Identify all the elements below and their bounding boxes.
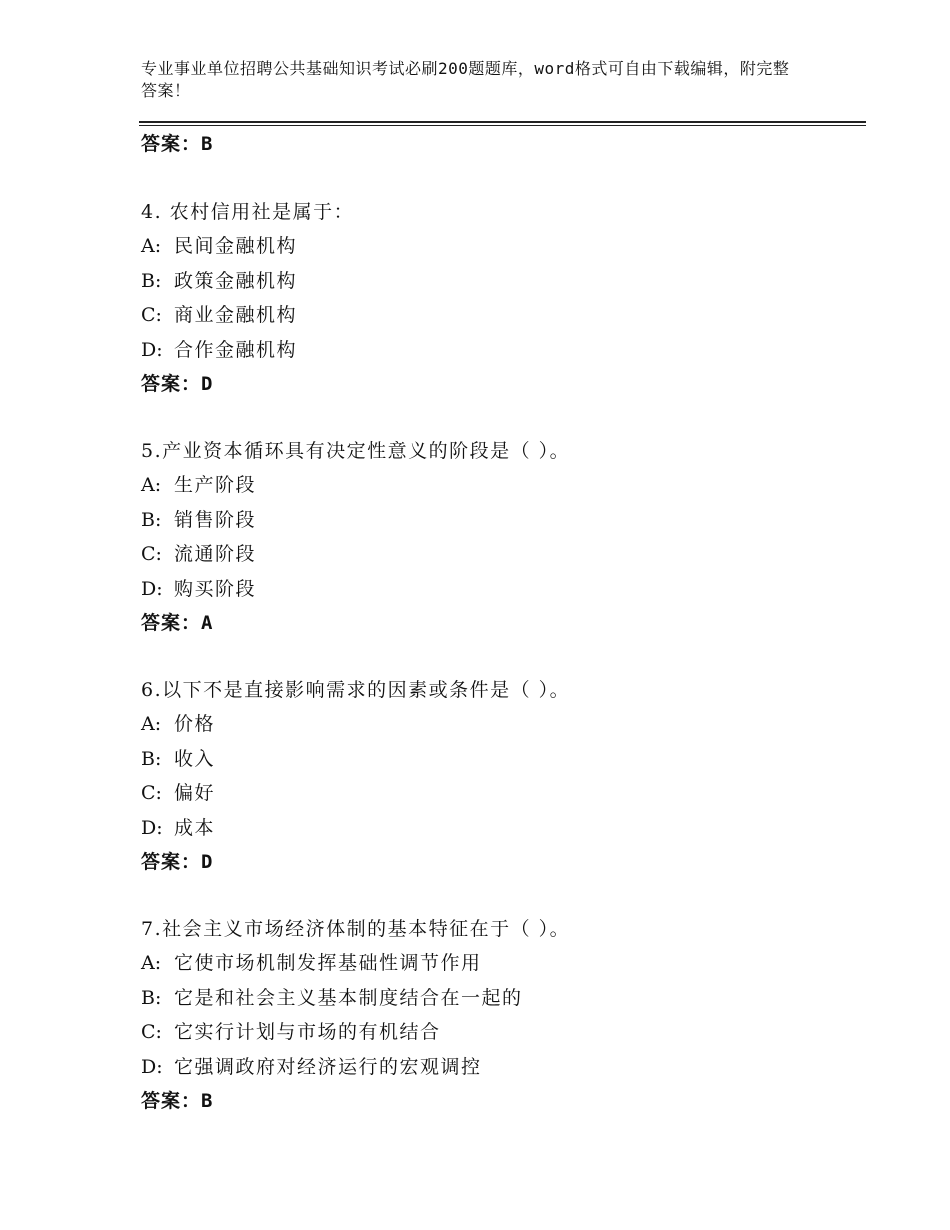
option-letter: A: — [141, 474, 162, 497]
option-b — [141, 981, 861, 1015]
option-text: 购买阶段 — [174, 577, 257, 600]
question-answer — [141, 845, 861, 879]
answer-label: 答案： — [141, 372, 202, 395]
question-7 — [141, 912, 861, 1118]
option-b — [141, 264, 861, 298]
option-text: 成本 — [174, 816, 216, 839]
option-letter: C: — [141, 1021, 162, 1044]
option-text: 收入 — [174, 747, 216, 770]
answer-label: 答案： — [141, 133, 202, 155]
option-a — [141, 229, 861, 263]
question-5 — [141, 434, 861, 640]
question-stem: 5.产业资本循环具有决定性意义的阶段是（ ）。 — [141, 440, 571, 462]
option-a — [141, 707, 861, 741]
option-letter: C: — [141, 782, 162, 805]
option-c — [141, 298, 861, 332]
option-d — [141, 1050, 861, 1084]
option-text: 流通阶段 — [174, 543, 257, 566]
option-d — [141, 333, 861, 367]
option-letter: A: — [141, 952, 162, 975]
option-d — [141, 572, 861, 606]
option-text: 价格 — [174, 713, 216, 736]
option-letter: B: — [141, 986, 162, 1009]
option-letter: A: — [141, 713, 162, 736]
option-text: 政策金融机构 — [174, 269, 298, 292]
option-text: 偏好 — [174, 782, 216, 805]
option-c — [141, 1015, 861, 1049]
option-text: 它强调政府对经济运行的宏观调控 — [174, 1055, 482, 1078]
option-d — [141, 811, 861, 845]
answer-value: B — [201, 133, 214, 155]
option-text: 销售阶段 — [174, 508, 257, 531]
option-letter: D: — [141, 816, 163, 839]
answer-value: D — [201, 850, 214, 873]
question-answer — [141, 1084, 861, 1118]
option-letter: A: — [141, 235, 162, 258]
option-text: 合作金融机构 — [174, 338, 298, 361]
option-text: 它实行计划与市场的有机结合 — [174, 1021, 441, 1044]
answer-label: 答案： — [141, 850, 202, 873]
option-letter: B: — [141, 269, 162, 292]
question-answer — [141, 367, 861, 401]
option-a — [141, 946, 861, 980]
option-text: 它使市场机制发挥基础性调节作用 — [174, 952, 482, 975]
option-letter: D: — [141, 338, 163, 361]
question-stem: 7.社会主义市场经济体制的基本特征在于（ ）。 — [141, 918, 571, 940]
header-divider-thick — [139, 121, 866, 123]
question-stem: 4. 农村信用社是属于： — [141, 201, 355, 223]
previous-question-answer — [141, 130, 213, 158]
option-text: 生产阶段 — [174, 474, 257, 497]
option-letter: D: — [141, 577, 163, 600]
question-4 — [141, 195, 861, 401]
option-letter: C: — [141, 543, 162, 566]
header-divider-thin — [139, 125, 866, 126]
option-c — [141, 537, 861, 571]
option-letter: C: — [141, 304, 162, 327]
option-b — [141, 742, 861, 776]
question-answer — [141, 606, 861, 640]
answer-label: 答案： — [141, 1089, 202, 1112]
option-letter: D: — [141, 1055, 163, 1078]
option-b — [141, 503, 861, 537]
question-6 — [141, 673, 861, 879]
option-c — [141, 776, 861, 810]
option-a — [141, 468, 861, 502]
option-text: 商业金融机构 — [174, 304, 298, 327]
answer-value: D — [201, 372, 214, 395]
option-text: 民间金融机构 — [174, 235, 298, 258]
option-letter: B: — [141, 508, 162, 531]
answer-value: B — [201, 1089, 214, 1112]
answer-value: A — [201, 611, 214, 634]
document-header: 专业事业单位招聘公共基础知识考试必刷200题题库，word格式可自由下载编辑，附完整答案！ — [141, 59, 790, 100]
answer-label: 答案： — [141, 611, 202, 634]
option-letter: B: — [141, 747, 162, 770]
question-stem: 6.以下不是直接影响需求的因素或条件是（ ）。 — [141, 679, 571, 701]
option-text: 它是和社会主义基本制度结合在一起的 — [174, 986, 523, 1009]
